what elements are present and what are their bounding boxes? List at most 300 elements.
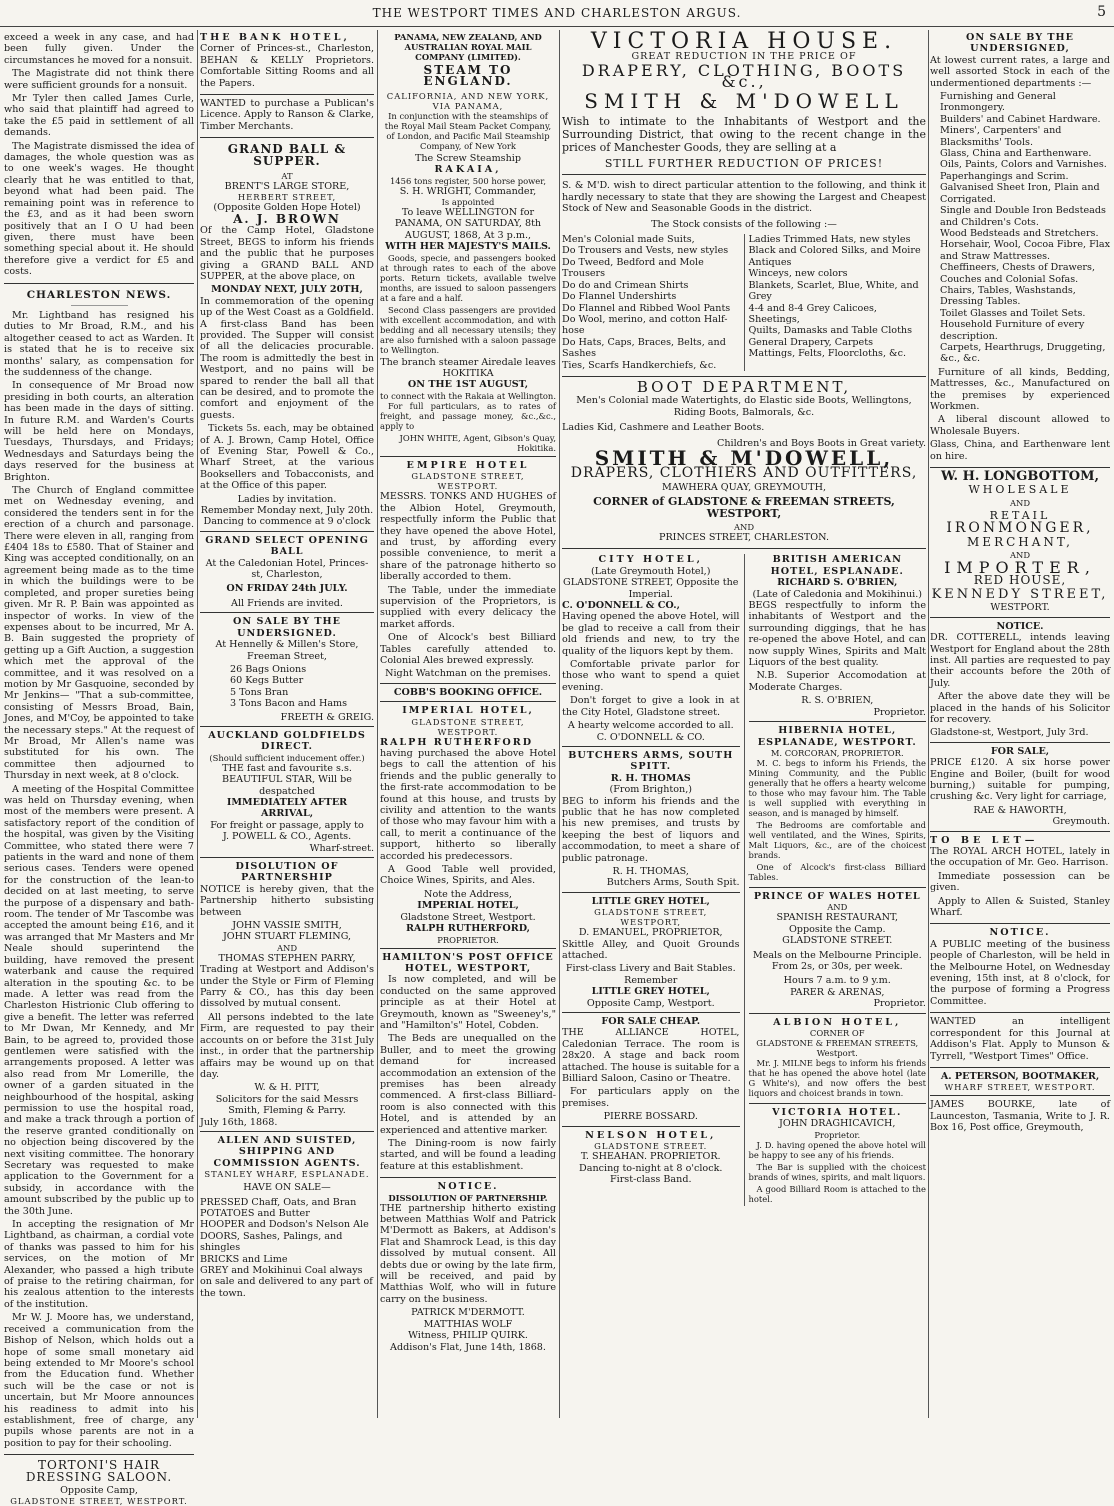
ad-british-american: [749, 554, 927, 722]
ad-name: M. CORCORAN, PROPRIETOR.: [770, 747, 904, 758]
list-item: Wood Bedsteads and Stretchers.: [940, 227, 1099, 239]
ad-allen-suisted: [200, 1135, 374, 1299]
ad-body: In conjunction with the steamships of the Royal Mail Steam Packet Company, of London, and Pacific Mail Steamship Company, of New York: [384, 110, 552, 151]
ad-line: GLADSTONE STREET, WESTPORT.: [411, 716, 525, 737]
ad-title: ALLEN AND SUISTED, SHIPPING AND COMMISSION AGENTS.: [213, 1134, 361, 1169]
ad-title: NELSON HOTEL,: [585, 1129, 717, 1141]
divider: [4, 1454, 194, 1455]
ad-line: PRINCES STREET, CHARLESTON.: [658, 532, 830, 543]
ad-line: RETAIL: [989, 508, 1051, 522]
list-item: Do Wool, merino, and cotton Half-hose: [562, 313, 728, 337]
ad-line: Ladies by invitation.: [237, 493, 337, 505]
list-item: Cheffineers, Chests of Drawers, Couches and Colonial Sofas.: [940, 262, 1095, 285]
list-item: Blankets, Scarlet, Blue, White, and Grey: [748, 279, 919, 303]
ad-wanted: [200, 98, 374, 138]
ad-line: WESTPORT.: [990, 602, 1050, 614]
ad-line: Children's and Boys Boots in Great variety.: [717, 437, 926, 449]
section-heading: CHARLESTON NEWS.: [26, 288, 172, 301]
ad-line: Butchers Arms, South Spit.: [606, 877, 740, 889]
ad-line: For freight or passage, apply to: [210, 819, 364, 831]
ad-body: THE ALLIANCE HOTEL, Caledonian Terrace. The room is 28x20. A stage and back room attached. The house is suitable for a Billiard Saloon, Casino or Theatre.: [562, 1027, 740, 1085]
divider: [562, 174, 926, 175]
column-4: [562, 29, 926, 1416]
article-paragraph: Mr W. J. Moore has, we understand, received a communication from the Bishop of Nelson, which holds out a hope of some small monetary aid being extended to Mr Moore's school from the Education fund. Whether such will be the case or not is uncertain, but Mr Moore announces his readiness to admit into his establishment, free of charge, any pupils whose parents are not in a position to pay for their schooling.: [4, 1312, 194, 1449]
column-rule: [928, 30, 929, 1418]
ad-signature: PIERRE BOSSARD.: [603, 1111, 698, 1123]
ad-notice-public-meeting: [930, 927, 1110, 1013]
ad-line: At the Caledonian Hotel, Princes-st, Charleston,: [205, 557, 369, 581]
ad-body: The Bar is supplied with the choicest brands of wines, spirits, and malt liquors.: [748, 1161, 926, 1182]
ad-title: TO BE LET—: [930, 834, 1039, 846]
ad-body: Don't forget to give a look in at the City Hotel, Gladstone street.: [562, 695, 740, 718]
ad-line: AND: [827, 902, 848, 913]
ad-line: Night Watchman on the premises.: [385, 668, 551, 680]
list-item: General Drapery, Carpets: [748, 336, 874, 348]
article-paragraph: Mr Tyler then called James Curle, who said that plaintiff had agreed to take the £5 paid in settlement of all demands.: [4, 93, 194, 139]
ad-body: The Bedrooms are comfortable and well ventilated, and the Wines, Spirits, Malt Liquors, &c., are of the choicest brands.: [748, 819, 926, 860]
ad-line: HERBERT STREET,: [237, 192, 337, 203]
ad-body: A Good Table well provided, Choice Wines, Spirits, and Ales.: [380, 864, 556, 887]
ad-line: LITTLE GREY HOTEL,: [591, 986, 710, 998]
ad-line: (Late Greymouth Hotel,) GLADSTONE STREET, Opposite the Imperial.: [563, 565, 739, 600]
ad-line: AND: [276, 942, 298, 953]
ad-title: TORTONI'S HAIR DRESSING SALOON.: [25, 1458, 173, 1484]
article-paragraph: The Church of England committee met on Wednesday evening, and considered the tenders sent in for the erection of a church and parsonage. There were eleven in all, ranging from £404 18s to £580. That of Stainer and King was accepted conditionally, on an agreement being made as to the time in which the buildings were to be completed, and proper sureties being given. Mr R. P. Bain was appointed as inspector of works. In view of the expenses about to be incurred, Mr A. B. Bain suggested the propriety of getting up a Gift Auction, a suggestion which met the approval of the committee, and it was resolved on a motion by Mr Gasquoine, seconded by Mr Jenkins— "That a sub-committee, consisting of Messrs Broad, Bain, Jones, and M'Coy, be appointed to take the necessary steps." At the request of Mr Broad, Mr Allen's name was substituted for his own. The committee then adjourned to Thursday in next week, at 8 o'clock.: [4, 485, 194, 782]
ad-body: M. C. begs to inform his Friends, the Mining Community, and the Public generally that he offers a hearty welcome to those who may favour him. The Table is well supplied with everything in season, and is managed by himself.: [748, 757, 926, 818]
ad-line: STILL FURTHER REDUCTION OF PRICES!: [604, 157, 884, 171]
ad-title: ALBION HOTEL,: [773, 1016, 902, 1028]
ad-name: RALPH RUTHERFORD,: [405, 923, 531, 935]
ad-body: MESSRS. TONKS AND HUGHES of the Albion Hotel, Greymouth, respectfully inform the Public that they have opened the above Hotel, and trust, by affording every possible convenience, to merit a share of the patronage hitherto so liberally accorded to them.: [380, 491, 556, 583]
ad-line: Witness, PHILIP QUIRK.: [408, 1330, 528, 1342]
ad-line: GLADSTONE STREET.: [782, 935, 893, 947]
list-item: Household Furniture of every description.: [940, 319, 1085, 342]
ad-body: Apply to Allen & Suisted, Stanley Wharf.: [930, 895, 1110, 919]
ad-line: WHARF STREET, WESTPORT.: [944, 1082, 1096, 1093]
ad-title-victoria-house: VICTORIA HOUSE.: [590, 29, 898, 54]
ad-name: W. H. LONGBOTTOM,: [940, 469, 1100, 485]
ad-notice-dissolution: [380, 1181, 556, 1353]
ad-body: Second Class passengers are provided with excellent accommodation, and with bedding and all necessary utensils; they are also furnished with a saloon passage to Wellington.: [380, 304, 556, 355]
ad-line: First-class Band.: [609, 1173, 692, 1185]
ad-signature: C. O'DONNELL & CO.: [596, 731, 705, 743]
ad-royal-mail: [380, 32, 556, 457]
list-item: Galvanised Sheet Iron, Plain and Corrigated.: [940, 182, 1100, 205]
article-paragraph: The Magistrate did not think there were sufficient grounds for a nonsuit.: [4, 68, 194, 91]
ad-line: Proprietor.: [873, 998, 926, 1010]
article-paragraph: In accepting the resignation of Mr Lightband, as chairman, a cordial vote of thanks was passed to him for his services, on the motion of Mr Alexander, who passed a high tribute of praise to the retiring chairman, for his zealous attention to the interests of the institution.: [4, 1219, 194, 1310]
ad-line: The Screw Steamship: [414, 152, 521, 164]
ad-line: (Late of Caledonia and Mokihinui.): [752, 588, 923, 600]
ad-body: Skittle Alley, and Quoit Grounds attached.: [562, 938, 740, 961]
ad-albion-hotel: [749, 1017, 927, 1104]
ad-line: Freeman Street,: [247, 650, 327, 662]
ad-line: GLADSTONE STREET.: [594, 1141, 708, 1152]
ad-body: For particulars apply on the premises.: [562, 1086, 740, 1109]
ad-line: 1456 tons register, 500 horse power,: [389, 175, 547, 186]
ad-line: AT: [281, 171, 293, 182]
ad-title: GRAND SELECT OPENING BALL: [205, 534, 369, 558]
ad-name: C. O'DONNELL & CO.,: [562, 600, 680, 612]
ad-line: First-class Livery and Bait Stables.: [565, 963, 736, 975]
ad-body: One of Alcock's best Billiard Tables carefully attended to. Colonial Ales brewed expressly.: [380, 632, 556, 666]
ad-city-hotel: [562, 554, 740, 747]
ad-name: THOMAS STEPHEN PARRY,: [218, 952, 356, 964]
list-item: Winceys, new colors: [748, 268, 848, 280]
ad-line: S. H. WRIGHT, Commander,: [399, 185, 537, 197]
ad-line: GLADSTONE STREET, WESTPORT.: [10, 1496, 188, 1506]
article-paragraph: Mr. Lightband has resigned his duties to Mr Broad, R.M., and his altogether ceased to act as Warden. It is stated that he is to receive six months' salary, as compensation for the suddenness of the change.: [4, 309, 194, 378]
ad-body: The Beds are unequalled on the Buller, and to meet the growing demand for increased accommodation an extension of the premises has been already commenced. A first-class Billiard-room is also connected with this Hotel, and is attended by an experienced and attentive marker.: [380, 1033, 556, 1136]
list-item: POTATOES and Butter: [200, 1207, 310, 1219]
ad-line: IMPORTER,: [944, 558, 1096, 578]
list-item: Builders' and Cabinet Hardware.: [940, 113, 1101, 125]
list-item: Chairs, Tables, Washstands, Dressing Tables.: [940, 284, 1076, 308]
ad-line: Opposite Camp,: [60, 1484, 138, 1496]
divider: [562, 548, 926, 549]
ad-title: CITY HOTEL,: [598, 554, 703, 566]
column-5: [930, 32, 1110, 1416]
list-item: Do Flannel and Ribbed Wool Pants: [562, 302, 731, 314]
ad-body: having purchased the above Hotel begs to call the attention of his friends and the public generally to the first-rate accommodation to be found at this house, and trusts by civility and attention to the wants of those who may favour him with a call, to merit a continuance of the support, hitherto so liberally accorded his predecessors.: [380, 748, 556, 862]
ad-line: Dancing to-night at 8 o'clock.: [579, 1162, 723, 1174]
ad-line: AND: [733, 522, 755, 532]
ad-name: RALPH RUTHERFORD: [380, 736, 534, 748]
column-rule: [559, 30, 560, 1418]
ad-body: Tickets 5s. each, may be obtained of A. J. Brown, Camp Hotel, Office of Evening Star, Powell & Co., Wharf Street, at the various Booksellers and Tobacconists, and at the Office of this paper.: [200, 423, 374, 492]
list-item: 26 Bags Onions: [230, 663, 307, 675]
ad-line: Greymouth.: [1052, 816, 1110, 828]
ad-line: Note the Address,: [424, 888, 512, 900]
ad-body: Comfortable private parlor for those who want to spend a quiet evening.: [562, 659, 740, 693]
ad-line: CORNER of GLADSTONE & FREEMAN STREETS, WESTPORT,: [593, 495, 895, 520]
ad-grand-ball: [200, 144, 374, 532]
ad-body: Trading at Westport and Addison's under the Style or Firm of Fleming Parry & CO., has this day been dissolved by mutual consent.: [200, 964, 374, 1010]
ad-date: July 16th, 1868.: [200, 1116, 278, 1128]
ad-line: Ladies Kid, Cashmere and Leather Boots.: [562, 422, 765, 434]
list-item: Do Trousers and Vests, new styles: [562, 245, 729, 257]
ad-title: HIBERNIA HOTEL, ESPLANADE, WESTPORT.: [757, 725, 917, 748]
ad-signature: MATTHIAS WOLF: [423, 1318, 513, 1330]
stock-list: [562, 234, 926, 371]
ad-signature: PATRICK M'DERMOTT.: [411, 1307, 525, 1319]
ad-signature: JOHN WHITE, Agent, Gibson's Quay, Hokitika.: [399, 432, 556, 453]
ad-line: GLADSTONE & FREEMAN STREETS, Westport.: [756, 1037, 919, 1058]
list-item: Do Tweed, Bedford and Mole Trousers: [562, 256, 704, 280]
masthead: [0, 0, 1114, 27]
ad-name: RICHARD S. O'BRIEN,: [777, 577, 898, 589]
ad-line: CALIFORNIA, AND NEW YORK, VIA PANAMA,: [386, 90, 550, 111]
ad-empire-hotel: [380, 460, 556, 684]
ad-title: THE BANK HOTEL,: [200, 32, 350, 43]
ad-line: IRONMONGER,: [946, 520, 1094, 537]
ad-to-be-let: [930, 835, 1110, 925]
ad-for-sale-cheap: [562, 1016, 740, 1127]
ad-body: A good Billiard Room is attached to the hotel.: [748, 1183, 926, 1204]
ad-wanted-correspondent: [930, 1016, 1110, 1068]
ad-line: Wharf-street.: [309, 842, 374, 854]
ad-line: At Hennelly & Millen's Store,: [215, 639, 359, 651]
page-number: 5: [1097, 4, 1106, 20]
ad-name: A. PETERSON, BOOTMAKER,: [940, 1070, 1100, 1082]
ad-line: Remember: [624, 974, 678, 986]
ad-title: AUCKLAND GOLDFIELDS DIRECT.: [208, 729, 366, 753]
article-paragraph: exceed a week in any case, and had been fully given. Under the circumstances he moved for a nonsuit.: [4, 32, 194, 66]
list-item: 60 Kegs Butter: [230, 675, 304, 687]
ad-line: Gladstone Street, Westport.: [400, 911, 536, 923]
ad-body: A PUBLIC meeting of the business people of Charleston, will be held in the Melbourne Hotel, on Wednesday evening, 15th inst, at 8 o'clock, for the purpose of forming a Progress Committee.: [930, 938, 1110, 1007]
ad-date: Gladstone-st, Westport, July 3rd.: [930, 727, 1089, 739]
ad-name: SMITH & M'DOWELL,: [594, 445, 894, 470]
ad-name: JOHN STUART FLEMING,: [222, 931, 352, 943]
ad-title: NOTICE.: [437, 1181, 499, 1193]
ad-line: Opposite Camp, Westport.: [586, 997, 715, 1009]
ad-body: For full particulars, as to rates of freight, and passage money, &c.,&c., apply to: [380, 400, 556, 431]
ad-line: to connect with the Rakaia at Wellington.: [380, 390, 556, 401]
ad-body: THE partnership hitherto existing between Matthias Wolf and Patrick M'Dermott as Bakers, at Addison's Flat and Shamrock Lead, is this day dissolved by mutual consent. All debts due or owing by the late firm, will be received, and paid by Matthias Wolf, who will in future carry on the business.: [380, 1202, 556, 1305]
ad-line: HAVE ON SALE—: [243, 1182, 331, 1194]
ad-body: PRICE £120. A six horse power Engine and Boiler, (built for wood burning,) suitable for pumping, crushing &c. Very light for carriage,: [930, 757, 1110, 803]
ad-line: GLADSTONE STREET, WESTPORT.: [411, 471, 525, 492]
ad-line: (Should sufficient inducement offer.): [209, 752, 365, 763]
divider: [562, 376, 926, 377]
list-item: Single and Double Iron Bedsteads and Children's Cots.: [940, 205, 1106, 228]
list-item: Paperhangings and Scrim.: [940, 170, 1069, 182]
ad-hamiltons: [380, 952, 556, 1179]
ad-body: At lowest current rates, a large and well assorted Stock in each of the undermentioned departments :—: [930, 54, 1110, 89]
ad-line: SPANISH RESTAURANT,: [776, 912, 899, 924]
ad-victoria-hotel: [749, 1107, 927, 1204]
list-item: Ties, Scarfs Handkerchiefs, &c.: [562, 359, 717, 371]
ad-body: The ROYAL ARCH HOTEL, lately in the occupation of Mr. Geo. Harrison.: [930, 846, 1110, 869]
ad-title: PANAMA, NEW ZEALAND, AND AUSTRALIAN ROYAL MAIL COMPANY (LIMITED).: [394, 32, 542, 62]
ad-body: In commemoration of the opening up of the West Coast as a Goldfield. A first-class Band has been provided. The Supper will consist of all the delicacies procurable. The room is admittedly the best in Westport, and no pains will be spared to render the ball all that can be desired, and to promote the comfort and enjoyment of the guests.: [200, 295, 374, 421]
ad-line: Remember Monday next, July 20th.: [200, 505, 374, 517]
divider: [71, 305, 128, 306]
ad-bank-hotel: [200, 32, 374, 95]
ad-signature: R. S. O'BRIEN,: [801, 695, 874, 707]
ad-line: A hearty welcome accorded to all.: [567, 720, 734, 732]
ad-title: ON SALE BY THE UNDERSIGNED.: [233, 616, 341, 639]
ad-little-grey-hotel: [562, 896, 740, 1013]
ad-line: CORNER OF: [809, 1027, 865, 1038]
ad-body: Meals on the Melbourne Principle. From 2s, or 30s, per week.: [752, 949, 922, 972]
divider: [4, 283, 194, 284]
column-3: [380, 32, 556, 1416]
list-item: Glass, China and Earthenware.: [940, 148, 1092, 160]
list-item: 3 Tons Bacon and Hams: [230, 698, 348, 710]
ad-body: Wish to intimate to the Inhabitants of Westport and the Surrounding District, that owing to the recent change in the prices of Manchester Goods, they are selling at a: [562, 115, 926, 155]
ad-title: DRAPERS, CLOTHIERS AND OUTFITTERS,: [570, 465, 918, 482]
column-1: [4, 32, 194, 1506]
ad-signature: RAE & HAWORTH,: [973, 804, 1067, 816]
ad-body: N.B. Superior Accomodation at Moderate Charges.: [748, 670, 926, 693]
ad-notice-cotterell: [930, 621, 1110, 743]
hotel-ads: [562, 554, 926, 1205]
ad-line: WITH HER MAJESTY'S MAILS.: [385, 241, 551, 253]
list-item: PRESSED Chaff, Oats, and Bran: [200, 1196, 357, 1208]
column-rule: [377, 30, 378, 1418]
ad-title: BOOT DEPARTMENT,: [636, 377, 852, 396]
ad-line: ON THE 1ST AUGUST,: [407, 379, 529, 391]
ad-line: STANLEY WHARF, ESPLANADE.: [204, 1169, 370, 1180]
ad-body: DR. COTTERELL, intends leaving Westport for England about the 28th inst. All parties are requested to pay their accounts before the 20th of July.: [930, 632, 1110, 689]
ad-line: To leave WELLINGTON for PANAMA, ON SATURDAY, 8th AUGUST, 1868, At 3 p.m.,: [394, 207, 542, 241]
ad-body: JAMES BOURKE, late of Launceston, Tasmania, Write to J. R. Box 16, Post office, Greymouth,: [930, 1099, 1110, 1134]
list-item: 4-4 and 8-4 Grey Calicoes, Sheetings,: [748, 302, 877, 325]
list-item: Toilet Glasses and Toilet Sets.: [940, 307, 1086, 319]
ad-line: Solicitors for the said Messrs Smith, Fleming & Parry.: [215, 1093, 359, 1117]
ad-imperial-hotel: [380, 705, 556, 948]
ad-body: Is now completed, and will be conducted on the same approved principle as at their Hotel at Greymouth, known as "Sweeney's," and "Hamilton's" Hotel, Cobden.: [380, 974, 556, 1031]
ad-title: NOTICE.: [996, 620, 1044, 632]
ad-body: BEGS respectfully to inform the inhabitants of Westport and the surrounding diggings, that he has re-opened the above Hotel, and can now supply Wines, Spirits and Malt Liquors of the best quality.: [748, 600, 926, 669]
list-item: Mattings, Felts, Floorcloths, &c.: [748, 348, 907, 360]
ad-date: MONDAY NEXT, JULY 20TH,: [211, 284, 363, 296]
ad-body: One of Alcock's first-class Billiard Tables.: [748, 861, 926, 882]
ad-line: IMPERIAL HOTEL,: [417, 900, 519, 912]
ad-nelson-hotel: [562, 1130, 740, 1186]
ad-title: DISOLUTION OF PARTNERSHIP: [235, 861, 339, 884]
ad-body: WANTED to purchase a Publican's Licence. Apply to Ranson & Clarke, Timber Merchants.: [200, 98, 374, 132]
ad-date: ON FRIDAY 24th JULY.: [226, 583, 348, 595]
ad-name: R. H. THOMAS: [610, 772, 691, 784]
ad-title: DISSOLUTION OF PARTNERSHIP.: [388, 1192, 548, 1203]
ad-name: JOHN VASSIE SMITH,: [232, 920, 342, 932]
article-paragraph: The Magistrate dismissed the idea of damages, the whole question was as to one week's wages. He thought clearly that he was entitled to that, beyond what had been paid. The remaining point was in reference to the £3, and as it had been sworn positively that an I O U had been given, there must have been something special about it. He should therefore give a verdict for £5 and costs.: [4, 140, 194, 278]
ad-body: S. & M'D. wish to direct particular attention to the following, and think it hardly necessary to state that they are showing the Largest and Cheapest Stock of New and Seasonable Goods in the district.: [562, 180, 926, 215]
ad-dissolution: [200, 861, 374, 1132]
ad-title: EMPIRE HOTEL: [406, 459, 530, 471]
list-item: Ladies Trimmed Hats, new styles: [748, 234, 911, 246]
ad-body: The Dining-room is now fairly started, and will be found a leading feature at this establishment.: [380, 1138, 556, 1172]
ad-body: Immediate possession can be given.: [930, 870, 1110, 894]
list-item: Quilts, Damasks and Table Cloths: [748, 325, 913, 337]
ad-prince-of-wales: [749, 891, 927, 1014]
ad-title: COBB'S BOOKING OFFICE.: [393, 686, 543, 698]
list-item: Men's Colonial made Suits,: [562, 234, 695, 246]
ad-body: BEG to inform his friends and the public that he has now completed his new premises, and trusts by keeping the best of liquors and accommodation, to meet a share of public patronage.: [562, 795, 740, 864]
ad-line: J. POWELL & CO., Agents.: [222, 831, 352, 843]
ad-line: (Opposite Golden Hope Hotel): [213, 202, 361, 214]
ad-line: The branch steamer Airedale leaves HOKITIKA: [380, 356, 556, 380]
newspaper-title: THE WESTPORT TIMES AND CHARLESTON ARGUS.: [372, 6, 742, 20]
ad-line: RED HOUSE,: [973, 573, 1067, 588]
ad-line: IMMEDIATELY AFTER ARRIVAL,: [226, 796, 348, 820]
ad-body: J. D. having opened the above hotel will be happy to see any of his friends.: [748, 1139, 926, 1160]
ad-signature: PARER & ARENAS,: [790, 986, 885, 998]
list-item: BRICKS and Lime: [200, 1253, 288, 1265]
ad-body: All persons indebted to the late Firm, are requested to pay their accounts on or before the 31st July inst., in order that the partnership affairs may be wound up on that day.: [200, 1011, 374, 1080]
ad-title: FOR SALE,: [990, 745, 1050, 757]
list-item: GREY and Mokihinui Coal always on sale and delivered to any part of the town.: [200, 1265, 373, 1299]
ad-line: MAWHERA QUAY, GREYMOUTH,: [662, 481, 826, 493]
ad-body: Having opened the above Hotel, will be glad to receive a call from their old friends and new, to try the quality of the liquors kept by them.: [562, 611, 740, 657]
ad-title: NOTICE.: [989, 927, 1051, 939]
ad-body: Mr. J. MILNE begs to inform his friends that he has opened the above hotel (late G White's), and now offers the best liquors and choicest brands in town.: [748, 1057, 926, 1098]
list-item: Do Hats, Caps, Braces, Belts, and Sashes: [562, 336, 726, 360]
ad-line: Opposite the Camp.: [788, 923, 886, 935]
ad-body: A liberal discount allowed to Wholesale Buyers.: [930, 414, 1110, 437]
ad-line: Proprietor.: [814, 1129, 861, 1140]
ad-line: AND: [1009, 497, 1031, 508]
list-item: 5 Tons Bran: [230, 686, 289, 698]
list-item: Miners', Carpenters' and Blacksmiths' Tools.: [940, 125, 1062, 148]
ad-body: Furniture of all kinds, Bedding, Mattresses, &c., Manufactured on the premises by experienced Workmen.: [930, 366, 1110, 412]
ad-body: Glass, China, and Earthenware lent on hire.: [930, 439, 1110, 462]
list-item: Black and Colored Silks, and Moire Antiques: [748, 245, 921, 268]
ad-title: PRINCE OF WALES HOTEL: [753, 890, 921, 902]
ad-title: VICTORIA HOTEL.: [772, 1106, 903, 1118]
ad-signature: W. & H. PITT,: [254, 1082, 320, 1094]
ad-line: GREAT REDUCTION IN THE PRICE OF: [631, 51, 857, 63]
ad-body: NOTICE is hereby given, that the Partnership hitherto subsisting between: [200, 883, 374, 918]
ad-select-ball: [200, 535, 374, 613]
ad-title: IMPERIAL HOTEL,: [402, 705, 534, 717]
ad-auckland: [200, 730, 374, 858]
ad-title: GRAND BALL & SUPPER.: [227, 142, 347, 168]
ad-sale-undersigned: [200, 616, 374, 727]
article-paragraph: A meeting of the Hospital Committee was held on Thursday evening, when most of the members were present. A satisfactory report of the condition of the hospital, was given by the Visiting Committee, who stated there were 7 patients in the ward and none of them serious cases. Tenders were opened for the construction of the lean-to decided on at last meeting, to serve the purpose of a dispensary and bath-room. The tender of Mr Tascombe was accepted the amount being £16, and it was arranged that Mr Masters and Mr Neale should superintend the building, have removed the present waterbank and cause the required alteration in the spouting &c. to be made. A letter was read from the Charleston Histrionic Club offering to give a benefit. The letter was referred to Mr Dwan, Mr Kennedy, and Mr Bain, to be agreed to, provided those gentlemen were satisfied with the arrangements proposed. A letter was also read from Mr Lomerille, the owner of a garden situated in the neighbourhood of the hospital, asking permission to use the hospital road, and make a track through a portion of the reserve granted conditionally on no objection being discovered by the next visiting committee. The honorary Secretary was requested to make application to the Government for a subsidy, in accordance with the amount subscribed by the public up to the 30th June.: [4, 783, 194, 1217]
ad-name: T. SHEAHAN. PROPRIETOR.: [580, 1151, 721, 1163]
column-2: [200, 32, 374, 1416]
ad-body: WANTED an intelligent correspondent for this Journal at Addison's Flat. Apply to Munson & Tyrrell, "Westport Times" Office.: [930, 1016, 1110, 1062]
list-item: Carpets, Hearthrugs, Druggeting, &c., &c.: [940, 341, 1106, 365]
ad-title: BRITISH AMERICAN HOTEL, ESPLANADE.: [770, 554, 904, 577]
list-item: DOORS, Sashes, Palings, and shingles: [200, 1230, 343, 1254]
ad-line: Hours 7 a.m. to 9 y.m.: [783, 975, 891, 987]
ad-line: AND: [1009, 550, 1031, 561]
ad-body: Corner of Princes-st., Charleston, BEHAN & KELLY Proprietors. Comfortable Sitting Rooms and all the Papers.: [200, 43, 374, 89]
ad-line: (From Brighton,): [609, 784, 693, 796]
ad-signature: R. H. THOMAS,: [612, 865, 689, 877]
list-item: Furnishing and General Ironmongery.: [940, 91, 1056, 114]
ad-longbottom: [930, 471, 1110, 618]
ad-line: WHOLESALE: [968, 483, 1072, 497]
ad-line: All Friends are invited.: [231, 597, 343, 609]
column-rule: [197, 30, 198, 1418]
article-paragraph: In consequence of Mr Broad now presiding in both courts, an alteration has been made in the days of sitting. In future R.M. and Warden's Courts will be held here on Mondays, Tuesdays, Thursdays, and Fridays; Wednesdays and Saturdays being the days reserved for the business at Brighton.: [4, 380, 194, 483]
ad-name: SMITH & M'DOWELL: [584, 88, 904, 113]
ad-line: Is appointed: [441, 197, 495, 208]
ad-cobbs: [380, 687, 556, 702]
list-item: Do Flannel Undershirts: [562, 291, 677, 303]
ad-line: MERCHANT,: [967, 534, 1073, 549]
ad-james-bourke: [930, 1099, 1110, 1133]
ad-title: HAMILTON'S POST OFFICE HOTEL, WESTPORT,: [382, 951, 554, 974]
ad-peterson: [930, 1071, 1110, 1096]
ad-line: GLADSTONE STREET, WESTPORT,: [594, 907, 708, 928]
ad-body: Goods, specie, and passengers booked at through rates to each of the above ports. Return tickets, available twelve months, are issued to saloon passengers at a fare and a half.: [380, 252, 556, 303]
ad-name: D. EMANUEL, PROPRIETOR,: [578, 927, 723, 939]
ad-butchers-arms: [562, 750, 740, 893]
ad-name: JOHN DRAGHICAVICH,: [779, 1118, 896, 1130]
ad-title: DRAPERY, CLOTHING, BOOTS &c.,: [581, 60, 907, 92]
ad-line: Proprietor.: [873, 706, 926, 718]
ad-body: After the above date they will be placed in the hands of his Solicitor for recovery.: [930, 691, 1110, 725]
list-item: Do do and Crimean Shirts: [562, 279, 689, 291]
ad-date: Addison's Flat, June 14th, 1868.: [390, 1341, 546, 1353]
ad-line: Dancing to commence at 9 o'clock: [203, 516, 371, 528]
list-item: Horsehair, Wool, Cocoa Fibre, Flax and Straw Mattresses.: [940, 239, 1110, 262]
ad-line: The Stock consists of the following :—: [651, 218, 837, 230]
ad-title: BUTCHERS ARMS, SOUTH SPITT.: [568, 749, 734, 773]
ad-line: PROPRIETOR.: [437, 934, 499, 945]
ad-body: Of the Camp Hotel, Gladstone Street, BEGS to inform his friends and the public that he purposes giving a GRAND BALL AND SUPPER, at the above place, on: [200, 225, 374, 282]
ad-title: FOR SALE CHEAP.: [601, 1016, 701, 1028]
ad-sale-ironmongery: [930, 32, 1110, 468]
ad-line: BRENT'S LARGE STORE,: [224, 181, 350, 193]
